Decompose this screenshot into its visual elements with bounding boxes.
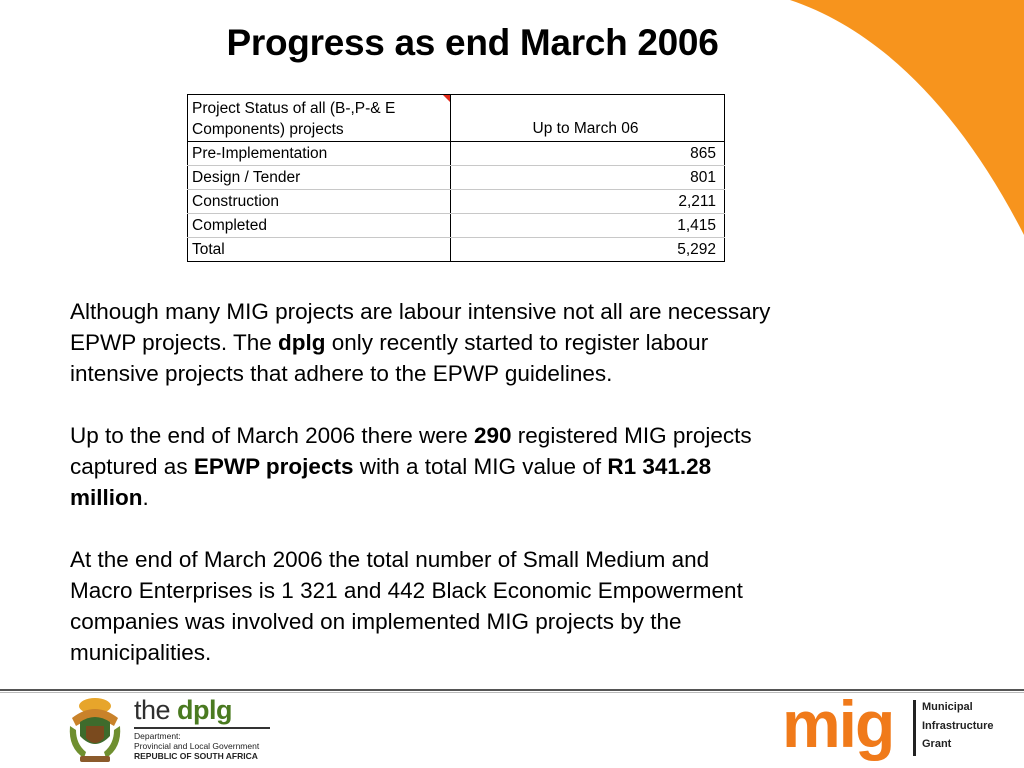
mig-line3: Grant	[922, 738, 952, 750]
p2-f: with a total MIG value of	[353, 454, 608, 479]
p2-c: registered MIG projects	[511, 423, 752, 448]
p2-count-bold: 290	[474, 423, 512, 448]
mig-line1: Municipal	[922, 701, 973, 713]
row-value: 2,211	[451, 190, 725, 214]
dept-line2: Provincial and Local Government	[134, 741, 260, 751]
mig-logo-divider	[913, 700, 916, 756]
p3-line4: municipalities.	[70, 640, 212, 665]
row-value: 865	[451, 142, 725, 166]
p2-epwp-bold: EPWP projects	[193, 454, 354, 479]
table-total-row	[188, 238, 725, 262]
table-row	[188, 190, 725, 214]
p1-line2c: only recently started to register labour	[325, 330, 709, 355]
row-label: Construction	[188, 190, 451, 214]
total-label: Total	[188, 238, 451, 262]
paragraph-registered-projects	[70, 420, 880, 513]
body-text	[70, 296, 880, 699]
dplg-department-text	[134, 731, 259, 761]
mig-line2: Infrastructure	[922, 719, 994, 732]
mig-logo-text	[922, 698, 994, 754]
p1-line3: intensive projects that adhere to the EPWP guidelines.	[70, 361, 613, 386]
p2-a: Up to the end of March 2006 there were	[70, 423, 474, 448]
dept-line3: REPUBLIC OF SOUTH AFRICA	[134, 751, 258, 761]
dplg-name: dplg	[177, 695, 233, 725]
row-label: Completed	[188, 214, 451, 238]
paragraph-smme	[70, 544, 880, 668]
dept-line1: Department:	[134, 731, 181, 741]
dplg-the: the	[134, 695, 178, 725]
table-row	[188, 142, 725, 166]
header-label-line2: Components) projects	[192, 121, 344, 138]
p1-line2a: EPWP projects. The	[70, 330, 279, 355]
p2-period: .	[142, 485, 149, 510]
p1-dplg-bold: dplg	[278, 330, 326, 355]
row-label: Design / Tender	[188, 166, 451, 190]
table-row	[188, 166, 725, 190]
table-header-label	[188, 95, 451, 142]
table-header-row	[188, 95, 725, 142]
p2-million-bold: million	[70, 485, 143, 510]
row-value: 1,415	[451, 214, 725, 238]
header-label-line1: Project Status of all (B-,P-& E	[192, 100, 396, 117]
p3-line2: Macro Enterprises is 1 321 and 442 Black Economic Empowerment	[70, 578, 743, 603]
table-row	[188, 214, 725, 238]
dplg-logo	[134, 695, 232, 726]
paragraph-epwp-intro	[70, 296, 880, 389]
mig-logo: mig	[782, 687, 894, 761]
p2-d: captured as	[70, 454, 194, 479]
p2-value-bold: R1 341.28	[607, 454, 712, 479]
p1-line1: Although many MIG projects are labour intensive not all are necessary	[70, 299, 771, 324]
table-header-value: Up to March 06	[451, 95, 725, 142]
slide-title: Progress as end March 2006	[226, 22, 719, 63]
total-value: 5,292	[451, 238, 725, 262]
comment-marker-icon	[443, 95, 450, 102]
row-value: 801	[451, 166, 725, 190]
project-status-table	[187, 94, 725, 262]
dplg-underline	[134, 727, 270, 729]
p3-line3: companies was involved on implemented MIG projects by the	[70, 609, 682, 634]
row-label: Pre-Implementation	[188, 142, 451, 166]
coat-of-arms-icon	[66, 696, 124, 766]
p3-line1: At the end of March 2006 the total number of Small Medium and	[70, 547, 710, 572]
